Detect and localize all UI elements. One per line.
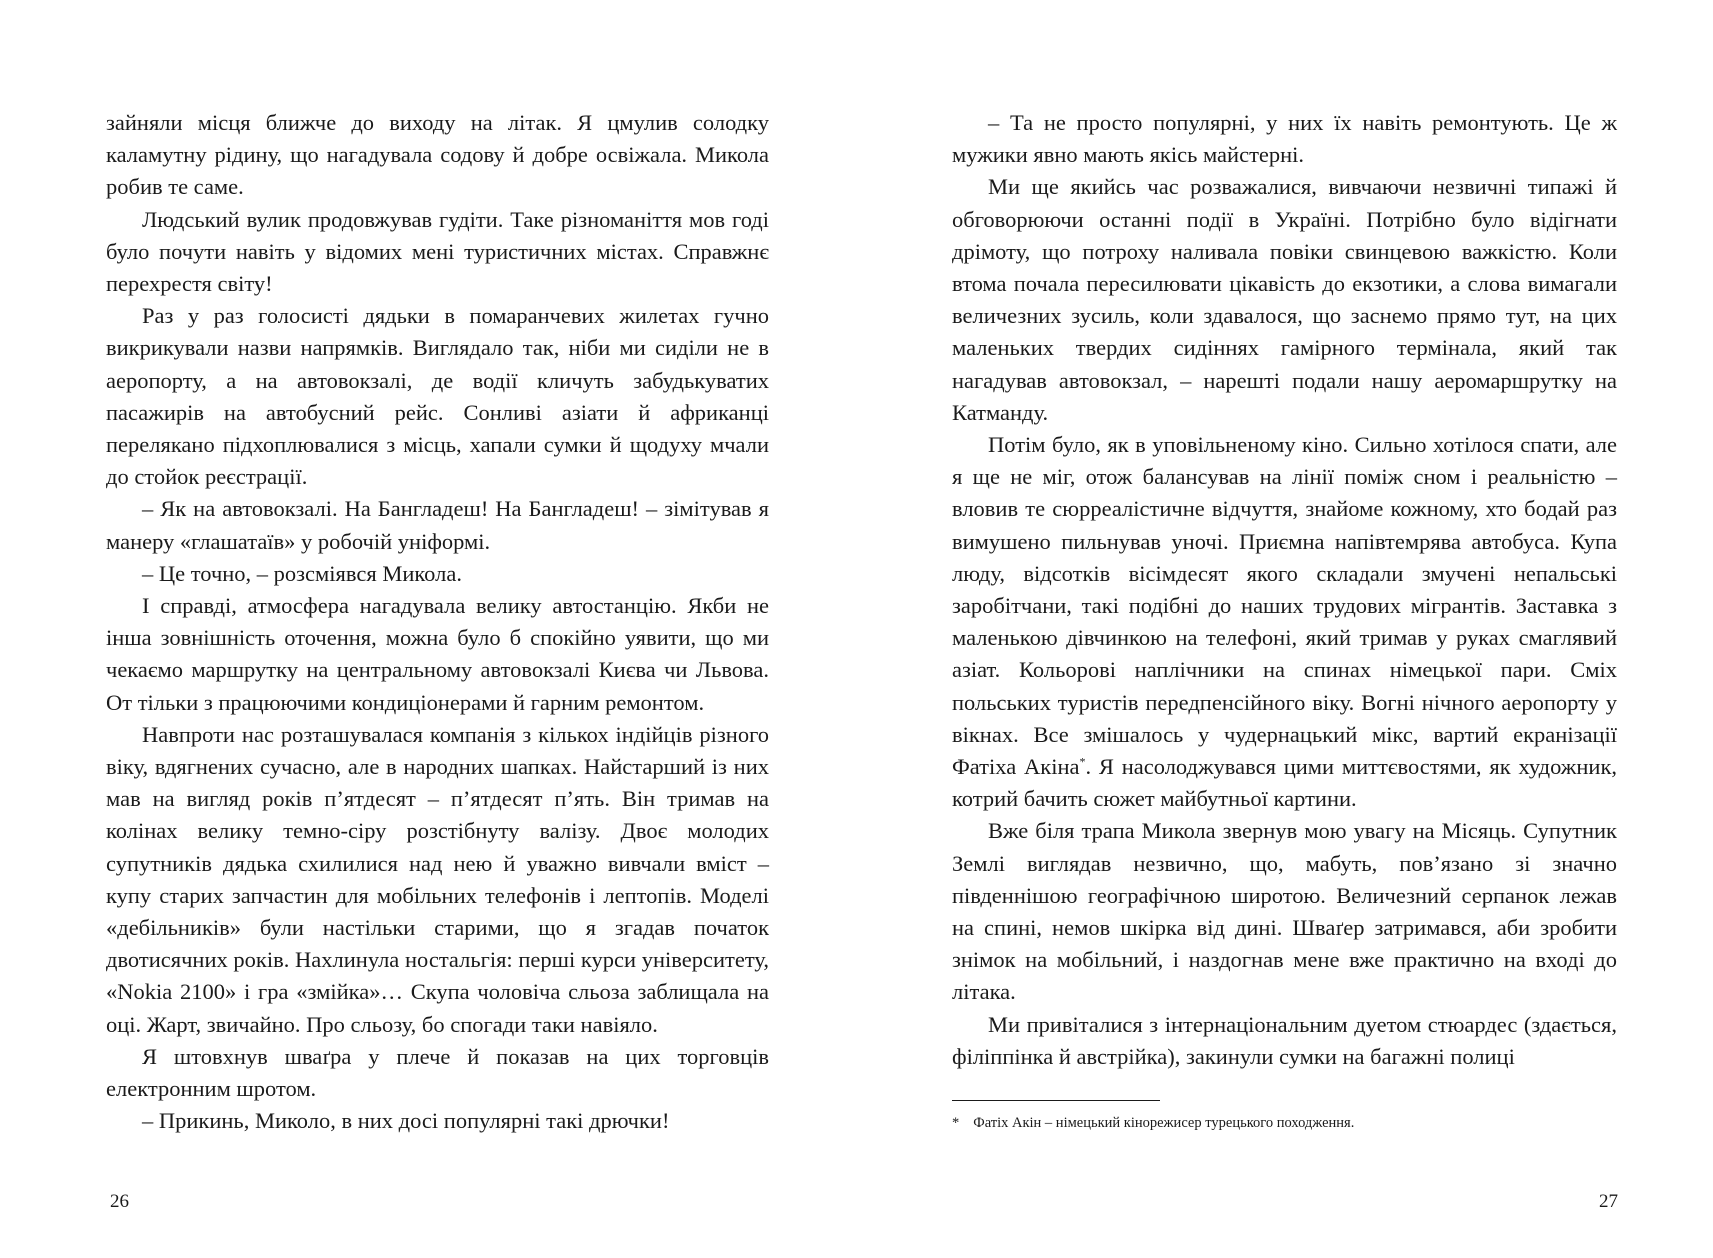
paragraph: зайняли місця ближче до виходу на літак. Я цмулив солодку каламутну рідину, що нагадувала содову й добре освіжала. Микола робив те саме. [106, 110, 769, 200]
paragraph: Навпроти нас розташувалася компанія з кількох індійців різного віку, вдягнених сучасно, але в народних шапках. Найстарший із них мав на вигляд років п’ятдесят – п’ятдесят п’ять. Він тримав на колінах велику темно-сіру розстібнуту валізу. Двоє молодих супутників дядька схилилися над нею й уважно вивчали вміст – купу старих запчастин для мобільних телефонів і лептопів. Моделі «дебільників» були настільки старими, що я згадав початок двотисячних років. Нахлинула ностальгія: перші курси університету, «Nokia 2100» і гра «змійка»… Скупа чоловіча сльоза заблищала на оці. Жарт, звичайно. Про сльозу, бо спогади таки навіяло. [106, 721, 769, 1037]
paragraph: – Як на автовокзалі. На Бангладеш! На Бангладеш! – зімітував я манеру «глашатаїв» у робочій уніформі. [106, 496, 769, 554]
paragraph: Раз у раз голосисті дядьки в помаранчевих жилетах гучно викрикували назви напрямків. Виглядало так, ніби ми сиділи не в аеропорту, а на автовокзалі, де водії кличуть забудькуватих пасажирів на автобусний рейс. Сонливі азіати й африканці перелякано підхоплювалися з місць, хапали сумки й щодуху мчали до стойок реєстрації. [106, 303, 769, 490]
footnote-marker: * [952, 1115, 960, 1131]
paragraph [952, 429, 1617, 815]
left-page-text [106, 107, 769, 1138]
paragraph: – Та не просто популярні, у них їх навіть ремонтують. Це ж мужики явно мають якісь майстерні. [952, 110, 1617, 168]
paragraph: Вже біля трапа Микола звернув мою увагу на Місяць. Супутник Землі виглядав незвично, що, мабуть, пов’язано зі значно південнішою географічною широтою. Величезний серпанок лежав на спині, немов шкірка від дині. Шваґер затримався, аби зробити знімок на мобільний, і наздогнав мене вже практично на вході до літака. [952, 818, 1617, 1005]
paragraph: – Це точно, – розсміявся Микола. [142, 560, 462, 586]
paragraph-text: Потім було, як в уповільненому кіно. Сильно хотілося спати, але я ще не міг, отож балансував на лінії поміж сном і реальністю – вловив те сюрреалістичне відчуття, знайоме кожному, хто бодай раз вимушено пильнував уночі. Приємна напівтемрява автобуса. Купа люду, відсотків вісімдесят якого складали змучені непальські заробітчани, такі подібні до наших трудових мігрантів. Заставка з маленькою дівчинкою на телефоні, який тримав у руках смаглявий азіат. Кольорові наплічники на спинах німецької пари. Сміх польських туристів передпенсійного віку. Вогні нічного аеропорту у вікнах. Все змішалось у чудернацький мікс, вартий екранізації Фатіха Акіна [952, 432, 1617, 780]
right-page [856, 0, 1713, 1258]
paragraph-text-tail: . Я насолоджувався цими миттєвостями, як художник, котрий бачить сюжет майбутньої картини. [952, 754, 1617, 812]
left-page [0, 0, 856, 1258]
footnote [952, 1113, 1617, 1133]
paragraph: Ми ще якийсь час розважалися, вивчаючи незвичні типажі й обговорюючи останні події в Україні. Потрібно було відігнати дрімоту, що потроху наливала повіки свинцевою важкістю. Коли втома почала пересилювати цікавість до екзотики, а слова вимагали величезних зусиль, коли здавалося, що заснемо прямо тут, на цих маленьких твердих сидіннях гамірного термінала, який так нагадував автовокзал, – нарешті подали нашу аеромаршрутку на Катманду. [952, 174, 1617, 425]
right-page-text [952, 107, 1617, 1073]
paragraph: Я штовхнув шваґра у плече й показав на цих торговців електронним шротом. [106, 1043, 769, 1102]
paragraph: Ми привіталися з інтернаціональним дуетом стюардес (здається, філіппінка й австрійка), закинули сумки на багажні полиці [952, 1011, 1617, 1069]
footnote-divider [952, 1100, 1160, 1101]
footnote-reference: * [1079, 754, 1086, 769]
page-number: 26 [110, 1191, 129, 1212]
paragraph: І справді, атмосфера нагадувала велику автостанцію. Якби не інша зовнішність оточення, можна було б спокійно уявити, що ми чекаємо маршрутку на центральному автовокзалі Києва чи Львова. От тільки з працюючими кондиціонерами й гарним ремонтом. [106, 593, 769, 715]
footnote-area [952, 1100, 1617, 1133]
page-number: 27 [1599, 1191, 1618, 1212]
paragraph: Людський вулик продовжував гудіти. Таке різноманіття мов годі було почути навіть у відомих мені туристичних містах. Справжнє перехрестя світу! [106, 206, 769, 297]
footnote-text: Фатіх Акін – німецький кінорежисер турецького походження. [973, 1115, 1355, 1131]
paragraph: – Прикинь, Миколо, в них досі популярні такі дрючки! [142, 1108, 670, 1134]
